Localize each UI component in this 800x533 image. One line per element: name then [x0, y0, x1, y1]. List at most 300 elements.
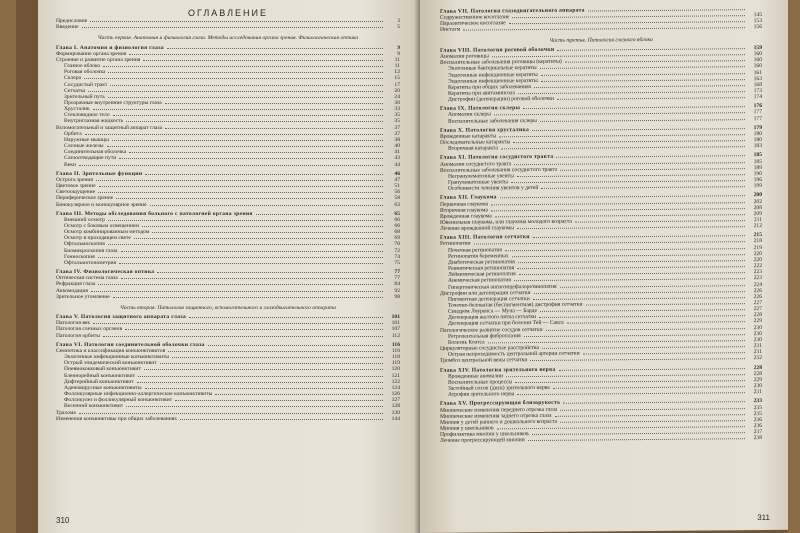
- toc-leader-dots: [553, 386, 745, 389]
- toc-entry-title: Офтальмоскопия: [64, 241, 105, 248]
- toc-leader-dots: [168, 351, 383, 352]
- toc-page-number: 236: [753, 422, 762, 430]
- toc-leader-dots: [528, 438, 745, 441]
- open-book: [16, 0, 788, 533]
- toc-entry-title: Глава XIV. Патология зрительного нерва: [440, 366, 556, 374]
- toc-part-heading: Часть вторая. Патология защитного, вспомогательного и глазодвигательного аппарата: [120, 304, 336, 311]
- toc-entry-title: Дистрофии или дегенерации сетчатки: [440, 289, 531, 297]
- toc-leader-dots: [586, 303, 745, 305]
- toc-leader-dots: [119, 158, 383, 159]
- toc-page-number: 144: [391, 415, 400, 422]
- toc-page-number: 47: [394, 176, 400, 183]
- toc-entry-title: Слезоотводящие пути: [64, 155, 117, 162]
- toc-entry-title: Пневмококковый конъюнктивит: [64, 366, 141, 373]
- toc-leader-dots: [129, 152, 383, 153]
- toc-page-number: 3: [397, 18, 400, 24]
- toc-entry-title: Биомикроскопия глаза: [64, 247, 118, 254]
- toc-page-number: 190: [753, 170, 762, 177]
- toc-entry-title: Семиотика и классификация конъюнктивитов: [56, 347, 166, 354]
- toc-page-number: 230: [753, 336, 762, 344]
- toc-page-number: 185: [753, 158, 762, 165]
- toc-leader-dots: [103, 66, 383, 67]
- toc-leader-dots: [532, 128, 745, 131]
- toc-entry-title: Острая непроходимость центральной артерии сетчатки: [448, 350, 580, 359]
- toc-entry-title: Атрофия зрительного нерва: [448, 391, 515, 398]
- toc-leader-dots: [84, 78, 383, 79]
- toc-entry-title: Бинокулярное и монокулярное зрение: [56, 201, 147, 208]
- toc-entry-title: Сетчатка: [64, 87, 86, 94]
- toc-page-number: 161: [753, 69, 762, 76]
- toc-leader-dots: [98, 192, 383, 193]
- toc-page-number: 37: [394, 130, 400, 137]
- toc-page-number: 227: [753, 300, 762, 307]
- toc-page-number: 46: [394, 170, 400, 177]
- toc-entry-title: Глава IX. Патология склеры: [440, 105, 521, 113]
- toc-entry-title: Осмотр комбинированным методом: [64, 229, 150, 236]
- toc-entry-title: Эндогенные инфекционные кератиты: [448, 77, 538, 85]
- toc-page-number: 223: [753, 269, 762, 276]
- toc-page-number: 160: [753, 63, 762, 70]
- toc-page-number: 199: [753, 183, 762, 190]
- toc-entry-title: Орбита: [64, 130, 82, 137]
- toc-entry-title: Лечение прогрессирующей миопии: [440, 437, 525, 445]
- toc-leader-dots: [560, 420, 745, 423]
- toc-page-number: 40: [394, 143, 400, 150]
- toc-page-number: 69: [394, 235, 400, 242]
- toc-page-number: 9: [397, 50, 400, 57]
- toc-entry-title: Веки: [64, 161, 76, 168]
- toc-page-number: 230: [753, 383, 762, 390]
- toc-entry-title: Рефракция глаза: [56, 281, 96, 288]
- toc-page-number: 177: [753, 115, 762, 122]
- toc-entry-title: Ревматическая ретинопатия: [448, 265, 515, 272]
- toc-entry-title: Врожденные катаракты: [440, 133, 497, 140]
- toc-leader-dots: [119, 263, 383, 264]
- toc-page-number: 5: [397, 24, 400, 31]
- toc-page-number: 35: [394, 118, 400, 125]
- toc-entry-title: Глазное яблоко: [64, 63, 101, 70]
- toc-page-number: 219: [753, 244, 762, 251]
- toc-leader-dots: [588, 9, 745, 11]
- toc-leader-dots: [175, 400, 383, 401]
- toc-page-number: 226: [753, 287, 762, 294]
- toc-entry-title: Стекловидное тело: [64, 112, 110, 119]
- toc-page-number: 112: [391, 332, 400, 339]
- toc-entry-title: Лейкемическая ретинопатия: [448, 271, 516, 278]
- toc-entry-title: Аккомодация: [56, 287, 88, 294]
- toc-entry-title: Дегенерация сетчатки при болезни Тей — Сакса: [448, 320, 564, 328]
- right-toc-column: [440, 3, 762, 444]
- toc-page-number: 208: [753, 204, 762, 211]
- toc-entry: [56, 24, 400, 30]
- toc-entry-title: Первичная глаукома: [440, 200, 489, 208]
- toc-page-number: 145: [753, 12, 762, 19]
- toc-page-number: 51: [394, 183, 400, 190]
- toc-entry-title: Пигментная дегенерация сетчатки: [448, 295, 530, 303]
- toc-page-number: 24: [394, 93, 400, 100]
- toc-page-number: 30: [394, 100, 400, 107]
- toc-entry-title: Воспалительные заболевания роговицы (кератиты): [440, 58, 562, 67]
- toc-leader-dots: [165, 128, 383, 129]
- toc-entry-title: Эндогенные инфекционные кератиты: [448, 71, 538, 79]
- toc-page-number: 124: [391, 384, 400, 391]
- toc-leader-dots: [165, 103, 383, 104]
- toc-page-number: 17: [394, 81, 400, 88]
- toc-page-number: 63: [394, 201, 400, 208]
- toc-entry-title: Точечно-беловатая (беспигментная) дистрофия сетчатки: [448, 301, 583, 309]
- toc-page-number: 202: [753, 198, 762, 205]
- toc-entry-title: Внутриглазная жидкость: [64, 118, 124, 125]
- toc-page-number: 209: [753, 210, 762, 217]
- toc-page-number: 228: [753, 364, 762, 371]
- right-toc-list: [440, 6, 762, 444]
- toc-page-number: 229: [753, 318, 762, 325]
- toc-entry-title: Ювенильная глаукома, или глаукома молодого возраста: [440, 218, 572, 226]
- toc-leader-dots: [555, 414, 746, 417]
- toc-page-number: 222: [753, 263, 762, 270]
- toc-entry-title: Воспалительные заболевания сосудистого тракта: [440, 166, 558, 174]
- toc-entry-title: Синдром Лоуренса — Муна — Барде: [448, 308, 537, 315]
- toc-leader-dots: [557, 97, 745, 100]
- toc-page-number: 212: [753, 223, 762, 230]
- toc-entry-title: Врожденная глаукома: [440, 213, 492, 220]
- toc-page-number: 70: [394, 241, 400, 248]
- toc-leader-dots: [108, 72, 383, 73]
- toc-entry-title: Диабетическая ретинопатия: [448, 259, 515, 266]
- toc-leader-dots: [108, 220, 383, 221]
- toc-leader-dots: [137, 382, 383, 383]
- toc-leader-dots: [540, 119, 745, 122]
- toc-entry-title: Врожденные аномалии: [448, 373, 503, 380]
- toc-leader-dots: [180, 419, 383, 420]
- toc-leader-dots: [88, 91, 383, 92]
- toc-page-number: 121: [391, 372, 400, 379]
- toc-page-number: 228: [753, 312, 762, 319]
- toc-page-number: 127: [391, 397, 400, 404]
- toc-entry-title: Гипертоническая ангиоэнцефалоретинопатия: [448, 283, 557, 291]
- toc-leader-dots: [557, 48, 745, 51]
- toc-page-number: 66: [394, 222, 400, 229]
- toc-page-number: 173: [753, 88, 762, 95]
- toc-entry-title: Зрительный путь: [64, 93, 105, 100]
- right-page-number: 311: [757, 512, 770, 523]
- toc-leader-dots: [138, 376, 383, 377]
- toc-entry-title: Сосудистый тракт: [64, 81, 108, 88]
- toc-leader-dots: [108, 244, 383, 245]
- toc-page-number: 237: [753, 429, 762, 436]
- toc-entry-title: Миопические изменения переднего отрезка глаза: [440, 406, 558, 414]
- toc-entry-title: Профилактика миопии у школьников: [440, 431, 529, 438]
- toc-entry-title: Почечная ретинопатия: [448, 246, 502, 254]
- toc-page-number: 176: [753, 103, 762, 110]
- toc-page-number: 107: [391, 326, 400, 333]
- toc-leader-dots: [517, 226, 745, 229]
- toc-leader-dots: [113, 115, 383, 116]
- toc-entry-title: Миопия у детей раннего и дошкольного возраста: [440, 418, 558, 426]
- toc-entry-title: Ретролентальная фиброплазия: [448, 332, 521, 340]
- toc-page-number: 180: [753, 137, 762, 144]
- toc-leader-dots: [145, 388, 383, 389]
- toc-leader-dots: [116, 198, 383, 199]
- toc-entry-title: Глава IV. Физиологическая оптика: [56, 269, 155, 276]
- toc-page-number: 236: [753, 416, 762, 423]
- toc-leader-dots: [143, 60, 383, 61]
- toc-entry-title: Ретинопатии: [440, 241, 471, 248]
- toc-leader-dots: [540, 67, 745, 70]
- toc-page-number: 116: [391, 347, 400, 354]
- toc-entry-title: Дистрофии (дегенерации) роговой оболочки: [448, 96, 554, 103]
- toc-leader-dots: [534, 291, 745, 294]
- toc-entry-title: Фолликулез и фолликулярный конъюнктивит: [64, 397, 173, 404]
- toc-leader-dots: [79, 413, 383, 414]
- toc-leader-dots: [541, 186, 745, 189]
- toc-entry: [56, 294, 400, 300]
- toc-page-number: 230: [753, 324, 762, 331]
- toc-page-number: 68: [394, 229, 400, 236]
- toc-leader-dots: [85, 134, 383, 135]
- toc-entry-title: Глава VIII. Патология роговой оболочки: [440, 46, 555, 54]
- toc-entry-title: Ретинопатия беременных: [448, 252, 509, 260]
- toc-entry-title: Глава III. Методы обследования больного с патологией органа зрения: [56, 210, 253, 217]
- toc-page-number: 227: [753, 306, 762, 313]
- toc-leader-dots: [501, 146, 745, 149]
- toc-leader-dots: [93, 323, 383, 324]
- toc-page-number: 232: [753, 355, 762, 362]
- toc-page-number: 66: [394, 216, 400, 223]
- toc-page-number: 168: [753, 81, 762, 88]
- toc-page-number: 231: [753, 389, 762, 396]
- toc-entry-title: Глава II. Зрительные функции: [56, 170, 143, 177]
- toc-leader-dots: [533, 297, 745, 300]
- toc-entry-title: Вторичная катаракта: [448, 145, 498, 153]
- toc-leader-dots: [559, 368, 746, 371]
- toc-entry-title: Миопические изменения заднего отрезка глаза: [440, 412, 552, 420]
- toc-page-number: 223: [753, 275, 762, 282]
- toc-entry-title: Лечение врожденной глаукомы: [440, 225, 514, 232]
- toc-page-number: 84: [394, 281, 400, 288]
- toc-entry: [56, 333, 400, 339]
- toc-page-number: 126: [391, 391, 400, 398]
- toc-leader-dots: [160, 363, 383, 364]
- toc-leader-dots: [517, 392, 745, 395]
- toc-page-number: 43: [394, 155, 400, 162]
- toc-page-number: 185: [753, 152, 762, 159]
- toc-leader-dots: [575, 220, 745, 222]
- toc-page-number: 77: [394, 275, 400, 282]
- toc-page-number: 231: [753, 349, 762, 356]
- toc-entry-title: Глава VI. Патология соединительной оболочки глаза: [56, 341, 205, 348]
- toc-page-number: 101: [391, 320, 400, 327]
- toc-entry-title: Глава V. Патология защитного аппарата глаза: [56, 314, 186, 321]
- toc-entry-title: Дифтерийный конъюнктивит: [64, 378, 134, 385]
- toc-page-number: 180: [753, 130, 762, 138]
- toc-entry-title: Патологическое развитие сосудов сетчатки: [440, 326, 543, 334]
- toc-leader-dots: [96, 180, 383, 181]
- toc-page-number: 215: [753, 232, 762, 239]
- toc-leader-dots: [556, 156, 745, 159]
- toc-page-number: 160: [753, 51, 762, 58]
- toc-entry-title: Аденовирусные конъюнктивиты: [64, 384, 142, 391]
- toc-page-number: 183: [753, 143, 762, 150]
- toc-leader-dots: [145, 174, 383, 175]
- toc-leader-dots: [110, 85, 383, 86]
- toc-entry-title: Дегенерация желтого пятна сетчатки: [448, 314, 537, 322]
- toc-entry-title: Глава XII. Глаукома: [440, 194, 497, 202]
- toc-entry: [56, 416, 400, 422]
- toc-page-number: 233: [753, 398, 762, 405]
- toc-page-number: 41: [394, 149, 400, 156]
- toc-page-number: 189: [753, 164, 762, 171]
- toc-entry-title: Осмотр с боковым освещением: [64, 222, 139, 229]
- toc-entry-title: Роговая оболочка: [64, 69, 106, 76]
- toc-leader-dots: [215, 394, 383, 395]
- toc-leader-dots: [539, 315, 745, 318]
- toc-entry-title: Периферическое зрение: [56, 195, 114, 202]
- toc-page-number: 230: [753, 330, 762, 337]
- toc-leader-dots: [189, 317, 383, 318]
- toc-leader-dots: [533, 235, 745, 238]
- toc-page-number: 33: [394, 106, 400, 113]
- toc-entry: [56, 162, 400, 168]
- toc-entry-title: Экзогенные инфекционные конъюнктивиты: [64, 354, 170, 361]
- toc-leader-dots: [167, 48, 383, 49]
- toc-entry-title: Весенний конъюнктивит: [64, 403, 124, 410]
- toc-entry: [56, 260, 400, 266]
- right-page: [420, 0, 788, 533]
- toc-page-number: 118: [391, 354, 400, 361]
- toc-leader-dots: [126, 406, 383, 407]
- toc-page-number: 38: [394, 136, 400, 143]
- toc-entry-title: Фолликулярные инфекционно-аллергические конъюнктивиты: [64, 391, 213, 398]
- toc-leader-dots: [567, 322, 745, 325]
- toc-entry-title: Светоощущение: [56, 189, 96, 196]
- toc-page-number: 211: [753, 216, 762, 224]
- toc-entry-title: Зрительное утомление: [56, 293, 110, 300]
- toc-entry-title: Предисловие: [56, 18, 88, 24]
- toc-entry-title: Аномалии роговицы: [440, 53, 489, 60]
- toc-page-number: 56: [394, 189, 400, 196]
- toc-leader-dots: [463, 28, 745, 31]
- toc-page-number: 72: [394, 247, 400, 254]
- toc-leader-dots: [91, 291, 383, 292]
- toc-page-number: 12: [394, 69, 400, 76]
- toc-entry-title: Последовательные катаракты: [440, 139, 511, 146]
- left-toc-column: [56, 6, 400, 422]
- toc-page-number: 235: [753, 410, 762, 417]
- left-page-number: 310: [56, 516, 70, 525]
- toc-page-number: 75: [394, 259, 400, 266]
- toc-page-number: 74: [394, 253, 400, 260]
- toc-page-number: 98: [394, 293, 400, 300]
- toc-page-number: 65: [394, 210, 400, 217]
- toc-leader-dots: [546, 328, 745, 331]
- toc-page-number: 196: [753, 177, 762, 184]
- toc-entry-title: Циркуляторные сосудистые расстройства: [440, 345, 539, 352]
- toc-page-number: 238: [753, 435, 762, 442]
- toc-page-number: 156: [753, 24, 762, 31]
- toc-entry-title: Гониоскопия: [64, 253, 95, 260]
- toc-entry-title: Глава VII. Патология глазодвигательного аппарата: [440, 7, 585, 15]
- toc-leader-dots: [256, 214, 383, 215]
- toc-leader-dots: [560, 408, 745, 411]
- toc-entry-title: Формирование органа зрения: [56, 50, 127, 57]
- toc-entry-title: Кератиты при общих заболеваниях: [448, 83, 532, 91]
- toc-page-number: 92: [394, 287, 400, 294]
- toc-leader-dots: [208, 345, 383, 346]
- toc-leader-dots: [541, 79, 745, 82]
- toc-entry-title: Соединительная оболочка: [64, 149, 127, 156]
- toc-leader-dots: [108, 97, 383, 98]
- toc-leader-dots: [121, 251, 383, 252]
- toc-leader-dots: [129, 54, 383, 55]
- toc-leader-dots: [534, 85, 745, 88]
- toc-page-number: 179: [753, 124, 762, 131]
- toc-leader-dots: [530, 359, 745, 362]
- toc-page-number: 77: [394, 269, 400, 276]
- toc-page-number: 153: [753, 18, 762, 25]
- toc-page-number: 35: [394, 112, 400, 119]
- toc-part-heading: Часть первая. Анатомия и физиология глаза. Методы исследования органа зрения. Физиологическая оптика: [97, 35, 359, 42]
- toc-leader-dots: [98, 257, 383, 258]
- toc-leader-dots: [565, 60, 745, 63]
- toc-entry-title: Глава XI. Патология сосудистого тракта: [440, 154, 554, 162]
- toc-entry-title: Глава XIII. Патология сетчатки: [440, 234, 530, 242]
- toc-entry-title: Патология век: [56, 320, 91, 327]
- toc-entry-title: Изменения конъюнктивы при общих заболеваниях: [56, 415, 178, 422]
- toc-leader-dots: [103, 336, 383, 337]
- toc-leader-dots: [126, 121, 383, 122]
- toc-leader-dots: [560, 285, 745, 288]
- toc-part-heading: Часть третья. Патология глазного яблока: [549, 36, 653, 44]
- toc-entry-title: Осмотр в проходящем свете: [64, 235, 131, 242]
- toc-entry-title: Вторичная глаукома: [440, 207, 488, 214]
- toc-entry-title: Кератиты при авитаминозах: [448, 90, 516, 97]
- toc-leader-dots: [542, 346, 745, 349]
- toc-leader-dots: [121, 278, 383, 279]
- toc-entry-title: Патология слезных органов: [56, 326, 123, 333]
- toc-leader-dots: [583, 352, 745, 354]
- toc-page-number: 160: [753, 57, 762, 64]
- toc-entry-title: Вспомогательный и защитный аппарат глаза: [56, 124, 163, 131]
- left-page: [38, 0, 420, 533]
- toc-page-number: 226: [753, 293, 762, 300]
- toc-leader-dots: [82, 27, 383, 28]
- toc-leader-dots: [563, 402, 745, 405]
- toc-entry-title: Болезнь Коатса: [448, 339, 485, 346]
- toc-page-number: 177: [753, 109, 762, 116]
- toc-leader-dots: [98, 284, 383, 285]
- toc-page-number: 120: [391, 366, 400, 373]
- toc-leader-dots: [113, 297, 383, 298]
- toc-page-number: 235: [753, 404, 762, 411]
- toc-page-number: 20: [394, 87, 400, 94]
- toc-entry-title: Миопия у школьников: [440, 425, 494, 432]
- toc-leader-dots: [172, 357, 383, 358]
- toc-entry: [56, 202, 400, 208]
- toc-page-number: 116: [391, 341, 400, 348]
- toc-entry-title: Тромбоз центральной вены сетчатки: [440, 357, 528, 365]
- toc-page-number: 218: [753, 238, 762, 245]
- toc-entry-title: Бленнорейный конъюнктивит: [64, 372, 136, 379]
- toc-page-number: 119: [391, 360, 400, 367]
- toc-leader-dots: [112, 140, 383, 141]
- toc-entry-title: Прозрачные внутренние структуры глаза: [64, 100, 162, 107]
- toc-page-number: 200: [753, 192, 762, 199]
- toc-leader-dots: [79, 165, 383, 166]
- toc-page-number: 11: [394, 63, 400, 70]
- toc-entry-title: Цветовое зрение: [56, 183, 96, 190]
- toc-entry-title: Склера: [64, 75, 82, 82]
